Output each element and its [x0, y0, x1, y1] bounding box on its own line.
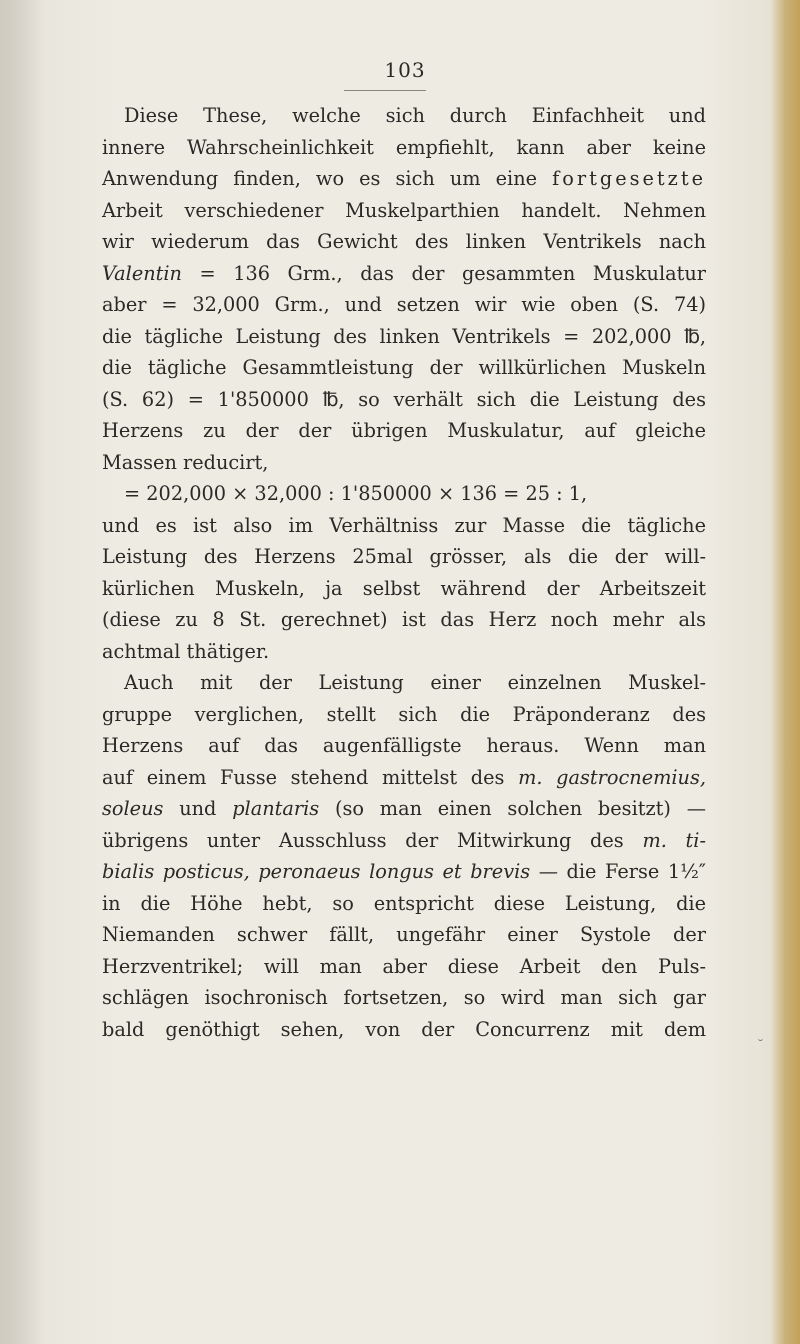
formula-line: = 202,000 × 32,000 : 1'850000 × 136 = 25 : 1, — [124, 482, 588, 505]
text-line: (S. 62) = 1'850000 ℔, so verhält sich die Leistung des — [102, 387, 706, 411]
text-line: Valentin = 136 Grm., das der gesammten Muskulatur — [102, 261, 706, 285]
text-line: innere Wahrscheinlichkeit empfiehlt, kann aber keine — [102, 135, 706, 159]
text-line: Herzventrikel; will man aber diese Arbeit den Puls- — [102, 954, 706, 978]
page-gutter-shadow — [0, 0, 46, 1344]
text-line: Niemanden schwer fällt, ungefähr einer Systole der — [102, 923, 706, 946]
text-line: in die Höhe hebt, so entspricht diese Leistung, die — [102, 891, 706, 915]
latin-term: soleus — [102, 797, 164, 820]
text-line: wir wiederum das Gewicht des linken Ventrikels nach — [102, 230, 706, 253]
text-line: übrigens unter Ausschluss der Mitwirkung des m. ti- — [102, 828, 706, 852]
text-line: und es ist also im Verhältniss zur Masse die tägliche — [102, 513, 706, 537]
latin-term: m. ti- — [642, 828, 706, 852]
text-line: Anwendung finden, wo es sich um eine fortgesetzte — [102, 167, 706, 190]
text-line: gruppe verglichen, stellt sich die Präponderanz des — [102, 702, 706, 726]
text-line: Arbeit verschiedener Muskelparthien handelt. Nehmen — [102, 198, 706, 222]
text-line: Herzens zu der der übrigen Muskulatur, auf gleiche — [102, 419, 706, 442]
author-name: Valentin — [102, 261, 182, 285]
text-line: Herzens auf das augenfälligste heraus. Wenn man — [102, 734, 706, 757]
margin-mark — [757, 1038, 765, 1044]
body-text — [102, 100, 706, 1045]
text-line: die tägliche Leistung des linken Ventrikels = 202,000 ℔, — [102, 324, 706, 348]
header-rule — [344, 90, 426, 91]
text-line: achtmal thätiger. — [102, 639, 270, 663]
text-line: Massen reducirt, — [102, 450, 269, 474]
text-line: soleus und plantaris (so man einen solchen besitzt) — — [102, 797, 707, 820]
text-line: aber = 32,000 Grm., und setzen wir wie oben (S. 74) — [102, 293, 706, 316]
spaced-emphasis: fortgesetzte — [552, 167, 706, 190]
text-line: bald genöthigt sehen, von der Concurrenz mit dem — [102, 1017, 706, 1041]
latin-term: bialis posticus, peronaeus longus et brevis — [102, 860, 531, 883]
text-line: Auch mit der Leistung einer einzelnen Muskel- — [124, 671, 706, 694]
text-line: kürlichen Muskeln, ja selbst während der Arbeitszeit — [102, 576, 706, 600]
latin-term: m. gastrocnemius, — [518, 765, 706, 789]
text-line: auf einem Fusse stehend mittelst des m. gastrocnemius, — [102, 765, 706, 789]
page-number: 103 — [384, 58, 426, 82]
text-line: schlägen isochronisch fortsetzen, so wird man sich gar — [102, 986, 706, 1009]
latin-term: plantaris — [232, 797, 320, 820]
text-line: Diese These, welche sich durch Einfachheit und — [124, 104, 706, 127]
text-line: die tägliche Gesammtleistung der willkürlichen Muskeln — [102, 356, 706, 379]
text-line: (diese zu 8 St. gerechnet) ist das Herz noch mehr als — [102, 608, 706, 631]
text-line: bialis posticus, peronaeus longus et brevis — die Ferse 1½″ — [102, 860, 706, 883]
text-line: Leistung des Herzens 25mal grösser, als die der will- — [102, 545, 706, 568]
